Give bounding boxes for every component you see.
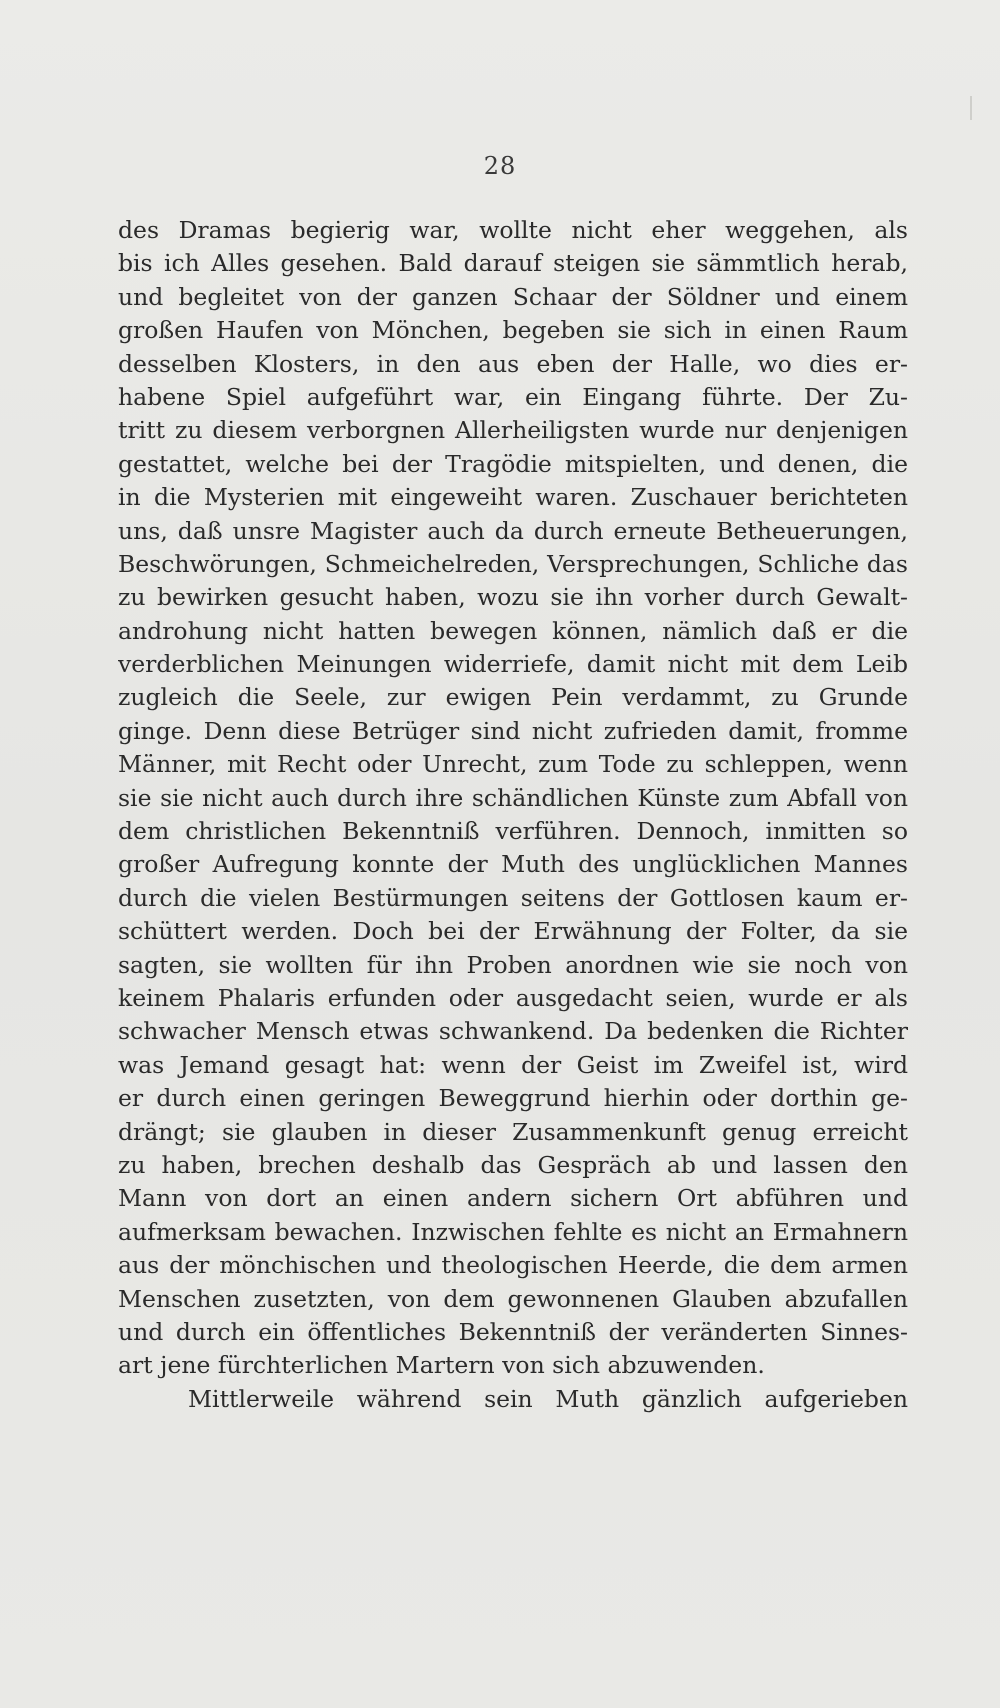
text-line: Mann von dort an einen andern sichern Ort abführen und bbox=[118, 1184, 908, 1213]
text-line: zu bewirken gesucht haben, wozu sie ihn vorher durch Gewalt- bbox=[118, 583, 908, 612]
text-line: sie sie nicht auch durch ihre schändlichen Künste zum Abfall von bbox=[118, 783, 908, 812]
text-line: großen Haufen von Mönchen, begeben sie sich in einen Raum bbox=[118, 316, 908, 345]
text-line: in die Mysterien mit eingeweiht waren. Zuschauer berichteten bbox=[118, 483, 908, 512]
text-line: ginge. Denn diese Betrüger sind nicht zufrieden damit, fromme bbox=[118, 716, 908, 745]
text-line: Menschen zusetzten, von dem gewonnenen Glauben abzufallen bbox=[118, 1284, 908, 1313]
text-line: großer Aufregung konnte der Muth des unglücklichen Mannes bbox=[118, 850, 908, 879]
text-line-paragraph-start: Mittlerweile während sein Muth gänzlich aufgerieben bbox=[188, 1384, 908, 1413]
text-line: desselben Klosters, in den aus eben der Halle, wo dies er- bbox=[118, 349, 908, 378]
text-line: tritt zu diesem verborgnen Allerheiligsten wurde nur denjenigen bbox=[118, 416, 908, 445]
text-line: zugleich die Seele, zur ewigen Pein verdammt, zu Grunde bbox=[118, 683, 908, 712]
text-line-paragraph-end: art jene fürchterlichen Martern von sich abzuwenden. bbox=[118, 1351, 765, 1380]
text-line: schüttert werden. Doch bei der Erwähnung der Folter, da sie bbox=[118, 917, 908, 946]
text-line: des Dramas begierig war, wollte nicht eher weggehen, als bbox=[118, 216, 908, 244]
text-line: und durch ein öffentliches Bekenntniß der veränderten Sinnes- bbox=[118, 1317, 908, 1346]
text-line: zu haben, brechen deshalb das Gespräch ab und lassen den bbox=[118, 1150, 908, 1179]
text-line: sagten, sie wollten für ihn Proben anordnen wie sie noch von bbox=[118, 950, 908, 979]
page-number: 28 bbox=[483, 152, 517, 180]
margin-mark bbox=[970, 96, 972, 120]
text-line: uns, daß unsre Magister auch da durch erneute Betheuerungen, bbox=[118, 516, 908, 545]
text-line: gestattet, welche bei der Tragödie mitspielten, und denen, die bbox=[118, 449, 908, 478]
text-line: habene Spiel aufgeführt war, ein Eingang führte. Der Zu- bbox=[118, 382, 908, 411]
text-line: was Jemand gesagt hat: wenn der Geist im Zweifel ist, wird bbox=[118, 1050, 908, 1079]
text-line: Beschwörungen, Schmeichelreden, Versprechungen, Schliche das bbox=[118, 549, 908, 578]
text-line: schwacher Mensch etwas schwankend. Da bedenken die Richter bbox=[118, 1017, 908, 1046]
text-line: aus der mönchischen und theologischen Heerde, die dem armen bbox=[118, 1251, 908, 1280]
text-line: durch die vielen Bestürmungen seitens der Gottlosen kaum er- bbox=[118, 883, 908, 912]
text-line: aufmerksam bewachen. Inzwischen fehlte es nicht an Ermahnern bbox=[118, 1217, 908, 1246]
text-line: und begleitet von der ganzen Schaar der Söldner und einem bbox=[118, 282, 908, 311]
body-text bbox=[118, 214, 908, 1416]
text-line: bis ich Alles gesehen. Bald darauf steigen sie sämmtlich herab, bbox=[118, 249, 908, 278]
text-line: androhung nicht hatten bewegen können, nämlich daß er die bbox=[118, 616, 908, 645]
text-line: drängt; sie glauben in dieser Zusammenkunft genug erreicht bbox=[118, 1117, 908, 1146]
text-line: verderblichen Meinungen widerriefe, damit nicht mit dem Leib bbox=[118, 650, 908, 679]
text-line: dem christlichen Bekenntniß verführen. Dennoch, inmitten so bbox=[118, 817, 908, 846]
text-line: keinem Phalaris erfunden oder ausgedacht seien, wurde er als bbox=[118, 983, 908, 1012]
text-line: er durch einen geringen Beweggrund hierhin oder dorthin ge- bbox=[118, 1084, 908, 1113]
text-line: Männer, mit Recht oder Unrecht, zum Tode zu schleppen, wenn bbox=[118, 750, 908, 779]
